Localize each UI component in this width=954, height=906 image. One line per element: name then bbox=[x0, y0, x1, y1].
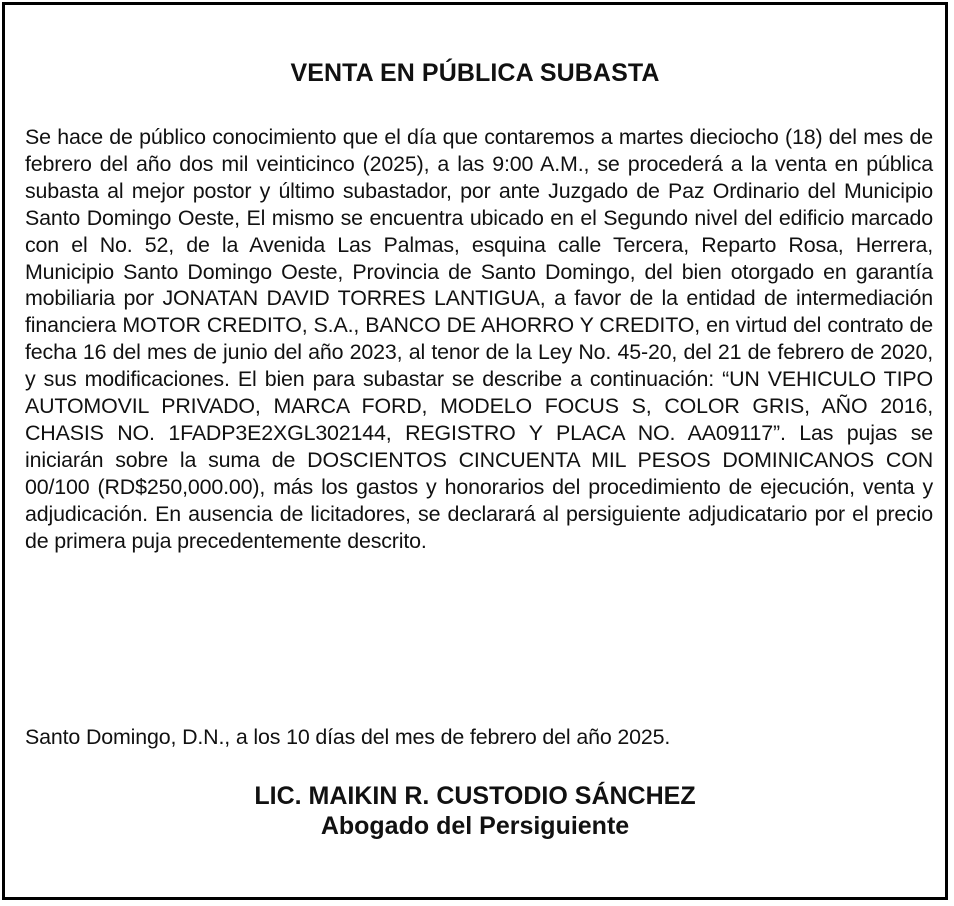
signatory-name: LIC. MAIKIN R. CUSTODIO SÁNCHEZ bbox=[254, 782, 696, 810]
notice-body: Se hace de público conocimiento que el día que contaremos a martes dieciocho (18) del mes de febrero del año dos mil veinticinco (2025), a las 9:00 A.M., se procederá a la venta en pública subasta al mejor postor y último subastador, por ante Juzgado de Paz Ordinario del Municipio Santo Domingo Oeste, El mismo se encuentra ubicado en el Segundo nivel del edificio marcado con el No. 52, de la Avenida Las Palmas, esquina calle Tercera, Reparto Rosa, Herrera, Municipio Santo Domingo Oeste, Provincia de Santo Domingo, del bien otorgado en garantía mobiliaria por JONATAN DAVID TORRES LANTIGUA, a favor de la entidad de intermediación financiera MOTOR CREDITO, S.A., BANCO DE AHORRO Y CREDITO, en virtud del contrato de fecha 16 del mes de junio del año 2023, al tenor de la Ley No. 45-20, del 21 de febrero de 2020, y sus modificaciones. El bien para subastar se describe a continuación: “UN VEHICULO TIPO AUTOMOVIL PRIVADO, MARCA FORD, MODELO FOCUS S, COLOR GRIS, AÑO 2016, CHASIS NO. 1FADP3E2XGL302144, REGISTRO Y PLACA NO. AA09117”. Las pujas se iniciarán sobre la suma de DOSCIENTOS CINCUENTA MIL PESOS DOMINICANOS CON 00/100 (RD$250,000.00), más los gastos y honorarios del procedimiento de ejecución, venta y adjudicación. En ausencia de licitadores, se declarará al persiguiente adjudicatario por el precio de primera puja precedentemente descrito. bbox=[25, 125, 933, 553]
signatory-role: Abogado del Persiguiente bbox=[320, 812, 630, 840]
notice-date-line: Santo Domingo, D.N., a los 10 días del mes de febrero del año 2025. bbox=[25, 725, 671, 749]
signature-block bbox=[5, 781, 945, 841]
legal-notice bbox=[2, 2, 948, 900]
notice-title: VENTA EN PÚBLICA SUBASTA bbox=[290, 59, 660, 87]
